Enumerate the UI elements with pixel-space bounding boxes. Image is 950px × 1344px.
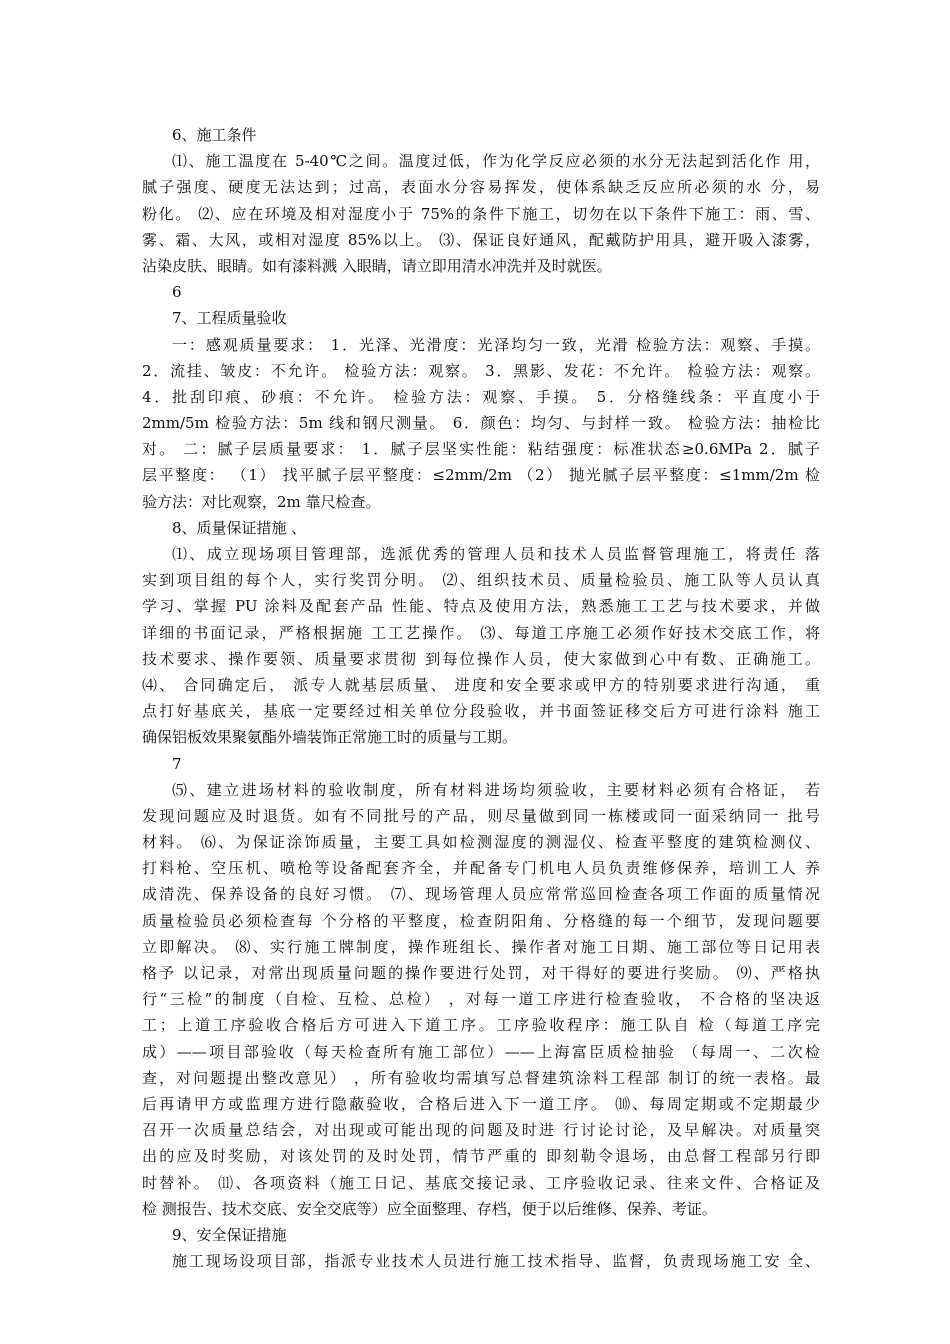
section-heading: 8、质量保证措施 、 [172,518,307,537]
text-line: 对。 二：腻子层质量要求： 1．腻子层坚实性能：粘结强度：标准状态≥0.6MPa 2．腻子 [142,440,820,459]
text-line: ⑷、 合同确定后， 派专人就基层质量、 进度和安全要求或甲方的特别要求进行沟通， 重 [142,675,820,694]
text-line: 点打好基底关，基底一定要经过相关单位分段验收，并书面签证移交后方可进行涂料 施工 [142,702,820,721]
text-line: 成清洗、保养设备的良好习惯。 ⑺、现场管理人员应常常巡回检查各项工作面的质量情况 [142,885,820,904]
text-line: 检 测报告、技术交底、安全交底等）应全面整理、存档，便于以后维修、保养、考证。 [142,1199,717,1218]
text-line: 格予 以记录，对常出现质量问题的操作要进行处罚，对干得好的要进行奖励。 ⑼、严格执 [142,964,820,982]
text-line: 验方法：对比观察，2m 靠尺检查。 [142,492,381,511]
section-heading: 9、安全保证措施 [172,1225,287,1244]
text-line: 成）——项目部验收（每天检查所有施工部位）——上海富臣质检抽验 （每周一、二次检 [142,1042,820,1061]
text-line: 沾染皮肤、眼睛。如有漆料溅 入眼睛，请立即用清水冲洗并及时就医。 [142,256,612,275]
document-page [142,122,820,1274]
text-line: 雾、霜、大风，或相对湿度 85%以上。 ⑶、保证良好通风，配戴防护用具，避开吸入漆雾， [142,230,820,249]
section-heading: 6、施工条件 [172,126,257,144]
text-line: 实到项目组的每个人，实行奖罚分明。 ⑵、组织技术员、质量检验员、施工队等人员认真 [142,571,820,590]
paragraph-first-line: 一：感观质量要求： 1．光泽、光滑度：光泽均匀一致，光滑 检验方法：观察、手摸。 [172,335,820,354]
text-line: 2mm/5m 检验方法：5m 线和钢尺测量。 6．颜色：均匀、与封样一致。 检验方法：抽检比 [142,414,820,433]
section-heading: 7、工程质量验收 [172,309,287,328]
text-line: 2．流挂、皱皮：不允许。 检验方法：观察。 3．黑影、发花：不允许。 检验方法：观察。 [142,361,820,380]
text-line: 确保铝板效果聚氨酯外墙装饰正常施工时的质量与工期。 [142,728,518,747]
text-line: 学习、掌握 PU 涂料及配套产品 性能、特点及使用方法，熟悉施工工艺与技术要求，并做 [142,597,820,616]
paragraph-first-line: ⑸、建立进场材料的验收制度，所有材料进场均须验收，主要材料必须有合格证， 若 [172,780,820,799]
page-number: 6 [172,283,182,302]
text-line: 打料枪、空压机、喷枪等设备配套齐全，并配备专门机电人员负责维修保养，培训工人 养 [142,859,820,878]
text-line: 粉化。 ⑵、应在环境及相对湿度小于 75%的条件下施工，切勿在以下条件下施工：雨、雪、 [142,204,820,223]
text-line: 后再请甲方或监理方进行隐蔽验收，合格后进入下一道工序。 ⑽、每周定期或不定期最少 [142,1094,820,1113]
text-line: 行“三检”的制度（自检、互检、总检） ，对每一道工序进行检查验收， 不合格的坚决返 [142,990,820,1009]
paragraph-first-line: ⑴、成立现场项目管理部，选派优秀的管理人员和技术人员监督管理施工，将责任 落 [172,545,820,563]
paragraph-first-line: 施工现场设项目部，指派专业技术人员进行施工技术指导、监督，负责现场施工安 全、 [172,1252,820,1271]
text-line: 详细的书面记录，严格根据施 工工艺操作。 ⑶、每道工序施工必须作好技术交底工作，将 [142,623,820,642]
text-line: 出的应及时奖励，对该处罚的及时处罚，情节严重的 即刻勒令退场，由总督工程部另行即 [142,1147,820,1166]
text-line: 召开一次质量总结会，对出现或可能出现的问题及时进 行讨论讨论，及早解决。对质量突 [142,1121,820,1140]
text-line: 腻子强度、硬度无法达到；过高，表面水分容易挥发，使体系缺乏反应所必须的水 分，易 [142,178,820,197]
text-line: 材料。 ⑹、为保证涂饰质量，主要工具如检测湿度的测湿仪、检查平整度的建筑检测仪、 [142,833,820,852]
text-line: 发现问题应及时退货。如有不同批号的产品，则尽量做到同一栋楼或同一面采纳同一 批号 [142,806,820,825]
text-line: 查，对问题提出整改意见） ，所有验收均需填写总督建筑涂料工程部 制订的统一表格。最 [142,1068,820,1087]
text-line: 立即解决。 ⑻、实行施工牌制度，操作班组长、操作者对施工日期、施工部位等日记用表 [142,937,820,956]
text-line: 时替补。 ⑾、各项资料（施工日记、基底交接记录、工序验收记录、往来文件、合格证及 [142,1173,820,1192]
text-line: 质量检验员必须检查每 个分格的平整度，检查阴阳角、分格缝的每一个细节，发现问题要 [142,911,820,930]
text-line: 工；上道工序验收合格后方可进入下道工序。工序验收程序：施工队自 检（每道工序完 [142,1016,820,1035]
text-line: 技术要求、操作要领、质量要求贯彻 到每位操作人员，使大家做到心中有数、正确施工。 [142,649,820,668]
page-number: 7 [172,754,182,773]
text-line: 4．批刮印痕、砂痕：不允许。 检验方法：观察、手摸。 5．分格缝线条：平直度小于 [142,387,820,406]
paragraph-first-line: ⑴、施工温度在 5-40℃之间。温度过低，作为化学反应必须的水分无法起到活化作 用， [172,152,820,171]
text-line: 层平整度： （1） 找平腻子层平整度：≤2mm/2m （2） 抛光腻子层平整度：≤1mm/2m 检 [142,466,820,485]
